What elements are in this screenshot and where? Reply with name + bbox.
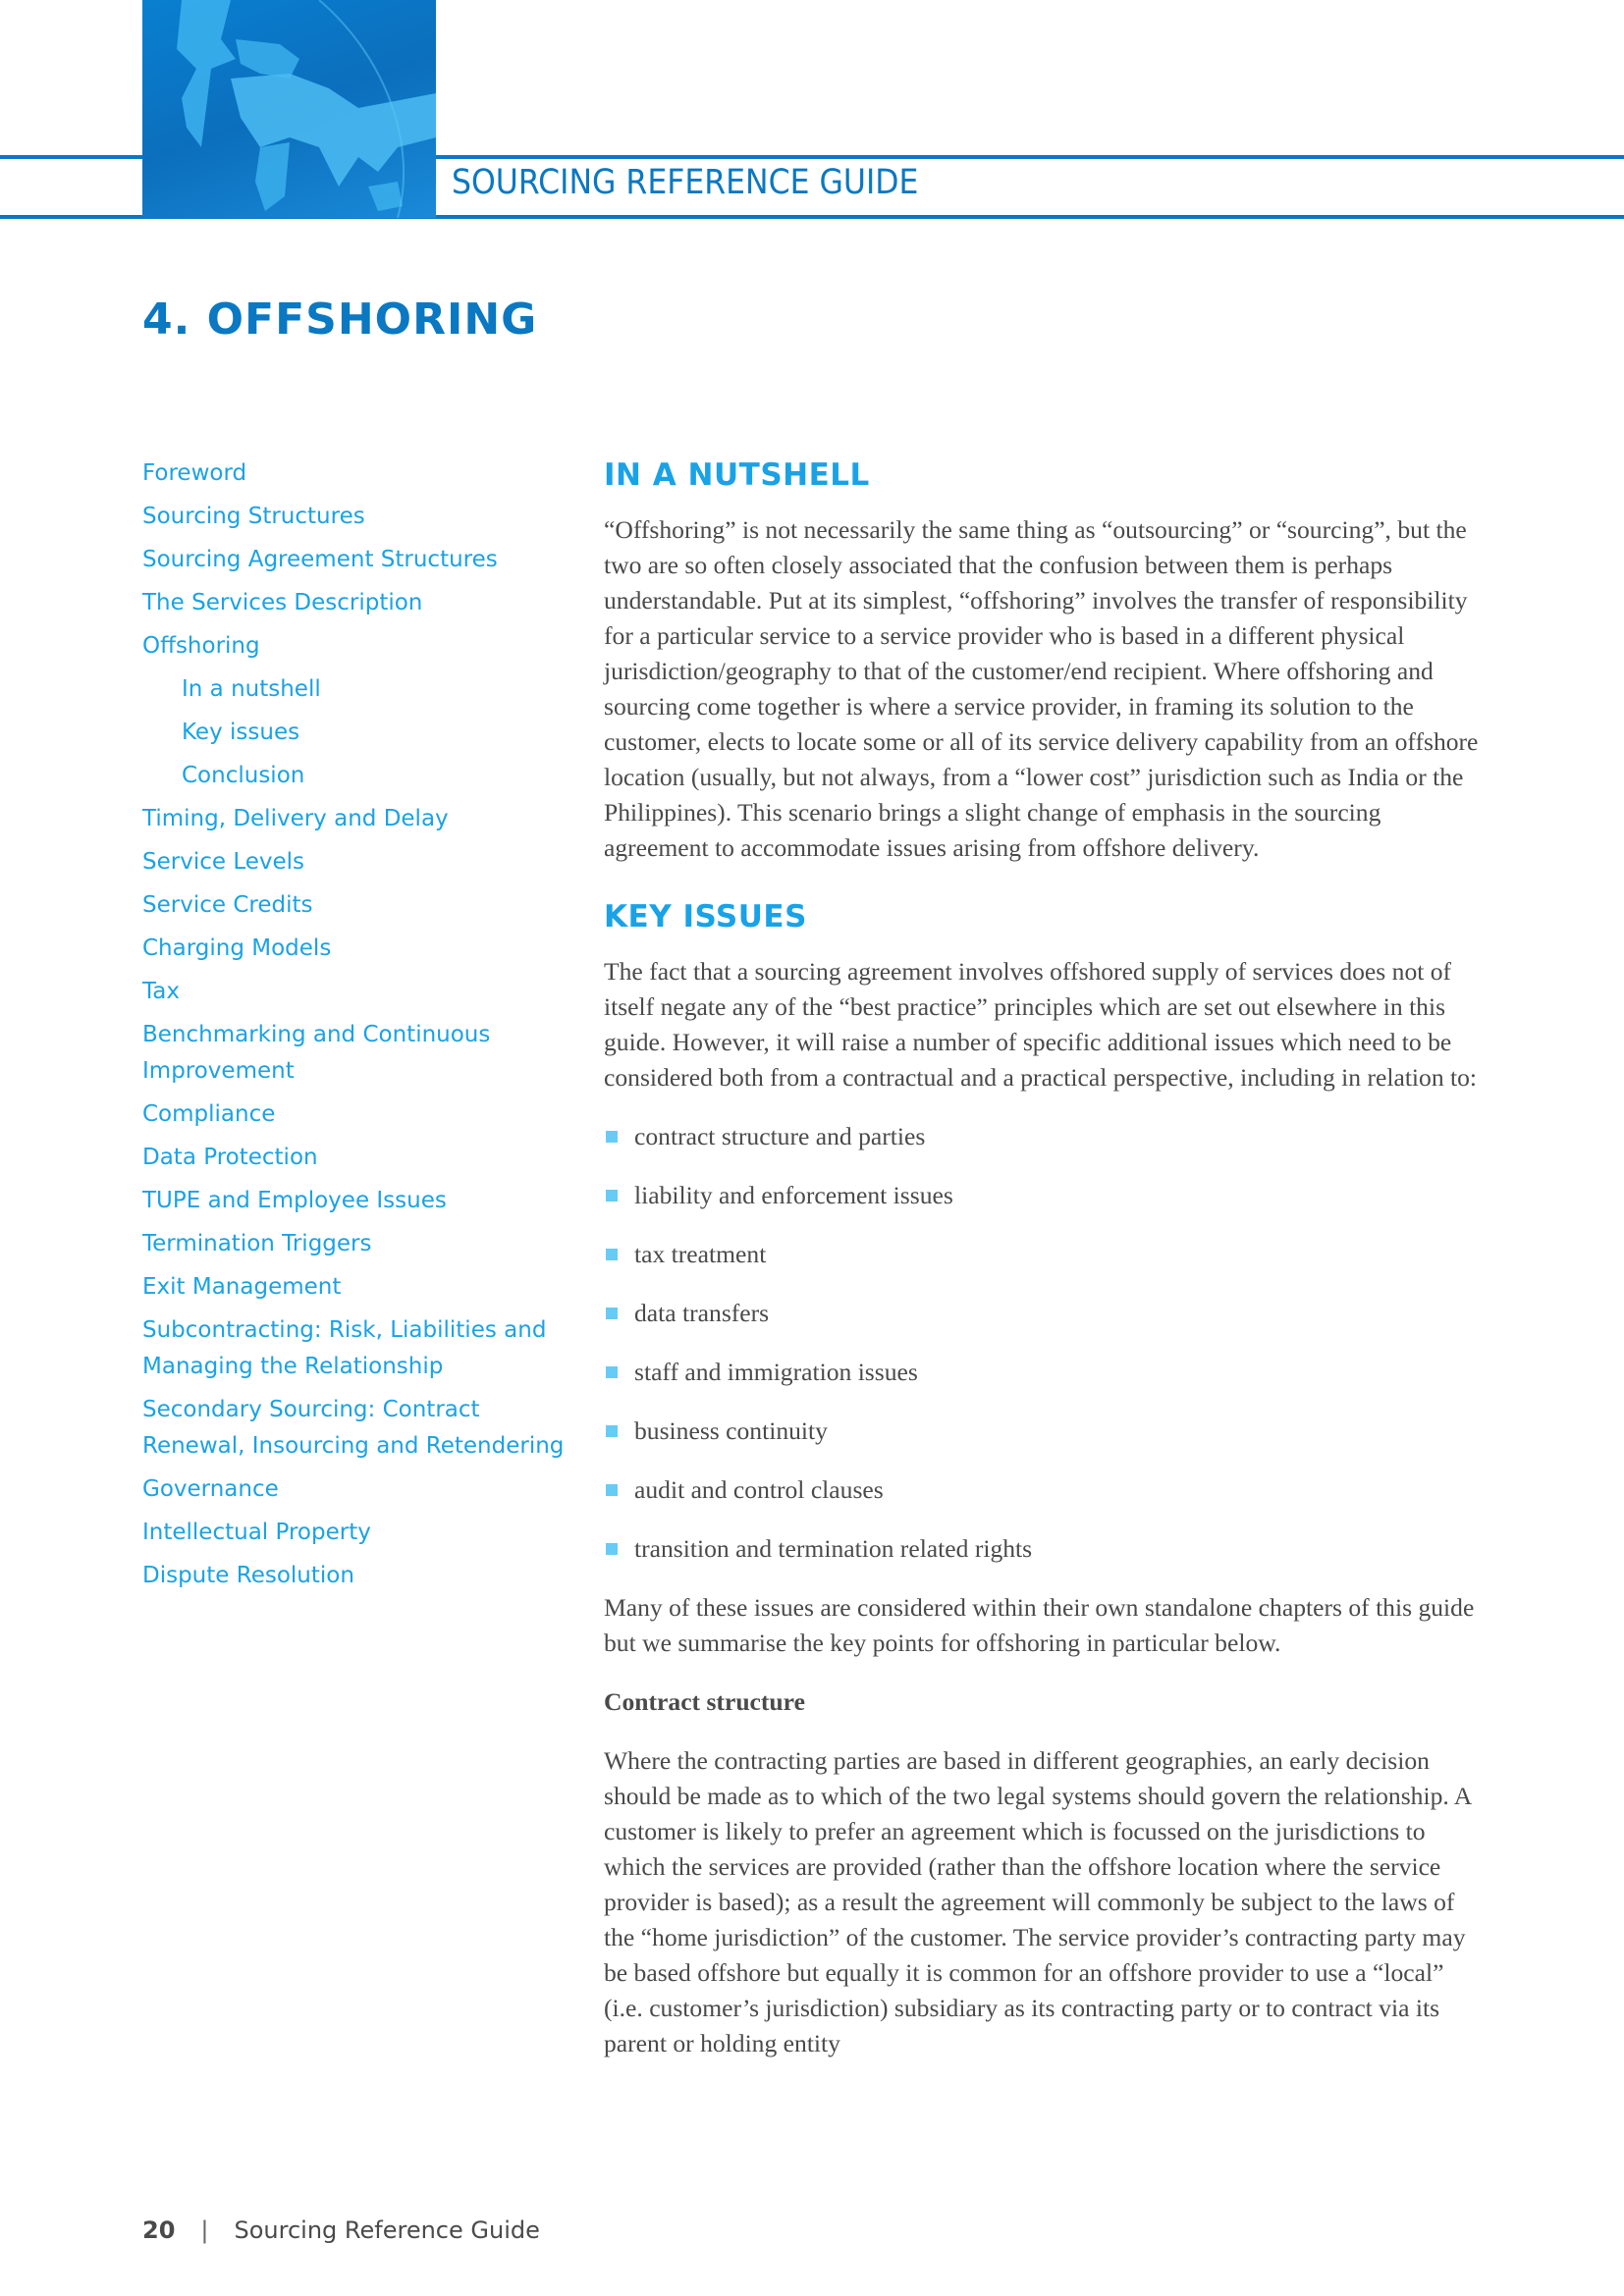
list-item-text: staff and immigration issues xyxy=(634,1358,918,1386)
table-of-contents xyxy=(142,455,574,1601)
toc-link-text: TUPE and Employee Issues xyxy=(142,1188,447,1213)
toc-link[interactable] xyxy=(142,758,574,794)
toc-link[interactable] xyxy=(142,974,574,1010)
section-heading-key-issues: KEY ISSUES xyxy=(604,899,807,934)
nutshell-paragraph: “Offshoring” is not necessarily the same thing as “outsourcing” or “sourcing”, but the two are so often closely associated that the confusion between them is perhaps understandable. Put at its simplest, “offshoring” involves the transfer of responsibility for a particular service to a service provider who is based in a different physical jurisdiction/geography to that of the customer/end recipient. Where offshoring and sourcing come together is where a service provider, in framing its solution to the customer, elects to locate some or all of its service delivery capability from an offshore location (usually, but not always, from a “lower cost” jurisdiction such as India or the Philippines). This scenario brings a slight change of emphasis in the sourcing agreement to accommodate issues arising from offshore delivery. xyxy=(604,515,1479,862)
section-heading-nutshell: IN A NUTSHELL xyxy=(604,457,870,493)
toc-link-text: Secondary Sourcing: Contract xyxy=(142,1397,480,1422)
toc-link[interactable] xyxy=(142,1017,574,1090)
toc-link-text: Conclusion xyxy=(182,763,305,788)
toc-link[interactable] xyxy=(142,1269,574,1306)
toc-link[interactable] xyxy=(142,715,574,751)
toc-link-text: Service Levels xyxy=(142,849,305,875)
toc-link[interactable] xyxy=(142,1226,574,1262)
list-item xyxy=(604,1237,1488,1272)
toc-link[interactable] xyxy=(142,1392,574,1465)
toc-link[interactable] xyxy=(142,499,574,535)
toc-link-text: Key issues xyxy=(182,720,300,745)
toc-link[interactable] xyxy=(142,1515,574,1551)
square-bullet-icon xyxy=(606,1366,618,1378)
list-item xyxy=(604,1531,1488,1567)
toc-link-text: Charging Models xyxy=(142,935,332,961)
toc-link[interactable] xyxy=(142,1312,574,1385)
square-bullet-icon xyxy=(606,1543,618,1555)
toc-link[interactable] xyxy=(142,1183,574,1219)
key-issues-list xyxy=(604,1119,1488,1567)
list-item xyxy=(604,1178,1488,1213)
footer-separator: | xyxy=(200,2216,209,2244)
footer-title: Sourcing Reference Guide xyxy=(234,2216,540,2244)
list-item-text: contract structure and parties xyxy=(634,1122,926,1150)
list-item-text: tax treatment xyxy=(634,1240,767,1268)
toc-link-text: Improvement xyxy=(142,1058,295,1084)
square-bullet-icon xyxy=(606,1484,618,1496)
toc-link[interactable] xyxy=(142,844,574,881)
main-content xyxy=(604,454,1488,2085)
key-issues-intro: The fact that a sourcing agreement involves offshored supply of services does not of itself negate any of the “best practice” principles which are set out elsewhere in this guide. However, it will raise a number of specific additional issues which need to be considered both from a contractual and a practical perspective, including in relation to: xyxy=(604,957,1478,1092)
toc-link-text: Subcontracting: Risk, Liabilities and xyxy=(142,1317,547,1343)
subheading-contract-structure: Contract structure xyxy=(604,1687,805,1716)
toc-link-text: Timing, Delivery and Delay xyxy=(142,806,449,831)
square-bullet-icon xyxy=(606,1190,618,1201)
toc-link-text: Managing the Relationship xyxy=(142,1354,444,1379)
toc-link-text: Data Protection xyxy=(142,1145,318,1170)
toc-link[interactable] xyxy=(142,628,574,665)
toc-link-text: In a nutshell xyxy=(182,676,321,702)
toc-link-text: Exit Management xyxy=(142,1274,342,1300)
list-item xyxy=(604,1119,1488,1154)
toc-link-text: Renewal, Insourcing and Retendering xyxy=(142,1433,565,1459)
list-item-text: liability and enforcement issues xyxy=(634,1181,953,1209)
square-bullet-icon xyxy=(606,1425,618,1437)
toc-link-text: Termination Triggers xyxy=(142,1231,372,1256)
toc-link[interactable] xyxy=(142,1140,574,1176)
list-item-text: transition and termination related rights xyxy=(634,1534,1033,1563)
toc-link-text: Intellectual Property xyxy=(142,1520,371,1545)
square-bullet-icon xyxy=(606,1131,618,1143)
toc-link-text: Offshoring xyxy=(142,633,260,659)
toc-link[interactable] xyxy=(142,887,574,924)
list-item xyxy=(604,1414,1488,1449)
toc-link[interactable] xyxy=(142,585,574,621)
guide-header-title: SOURCING REFERENCE GUIDE xyxy=(452,163,919,202)
toc-link-text: Sourcing Structures xyxy=(142,504,365,529)
toc-link[interactable] xyxy=(142,542,574,578)
toc-link[interactable] xyxy=(142,1471,574,1508)
toc-link-text: Benchmarking and Continuous xyxy=(142,1022,491,1047)
toc-link-text: Foreword xyxy=(142,460,247,486)
square-bullet-icon xyxy=(606,1249,618,1260)
toc-link-text: Governance xyxy=(142,1476,279,1502)
list-item-text: data transfers xyxy=(634,1299,770,1327)
toc-link[interactable] xyxy=(142,455,574,492)
toc-link[interactable] xyxy=(142,801,574,837)
toc-link[interactable] xyxy=(142,1096,574,1133)
list-item xyxy=(604,1296,1488,1331)
toc-link[interactable] xyxy=(142,931,574,967)
toc-link-text: Dispute Resolution xyxy=(142,1563,354,1588)
square-bullet-icon xyxy=(606,1308,618,1319)
contract-structure-paragraph: Where the contracting parties are based in different geographies, an early decision should be made as to which of the two legal systems should govern the relationship. A customer is likely to prefer an agreement which is focussed on the jurisdictions to which the services are provided (rather than the offshore location where the service provider is based); as a result the agreement will commonly be subject to the laws of the “home jurisdiction” of the customer. The service provider’s contracting party may be based offshore but equally it is common for an offshore provider to use a “local” (i.e. customer’s jurisdiction) subsidiary as its contracting party or to contract via its parent or holding entity xyxy=(604,1746,1471,2057)
toc-link-text: Service Credits xyxy=(142,892,313,918)
key-issues-outro: Many of these issues are considered within their own standalone chapters of this guide but we summarise the key points for offshoring in particular below. xyxy=(604,1593,1475,1657)
page-number: 20 xyxy=(142,2216,176,2244)
page-title: 4. OFFSHORING xyxy=(142,294,538,345)
list-item xyxy=(604,1472,1488,1508)
toc-link[interactable] xyxy=(142,1558,574,1594)
toc-link-text: Tax xyxy=(142,979,180,1004)
toc-link-text: Compliance xyxy=(142,1101,276,1127)
toc-link-text: The Services Description xyxy=(142,590,423,615)
toc-link-text: Sourcing Agreement Structures xyxy=(142,547,498,572)
toc-link[interactable] xyxy=(142,671,574,708)
list-item-text: audit and control clauses xyxy=(634,1475,884,1504)
list-item-text: business continuity xyxy=(634,1416,828,1445)
list-item xyxy=(604,1355,1488,1390)
page-footer xyxy=(142,2216,540,2244)
world-map-image xyxy=(142,0,436,218)
